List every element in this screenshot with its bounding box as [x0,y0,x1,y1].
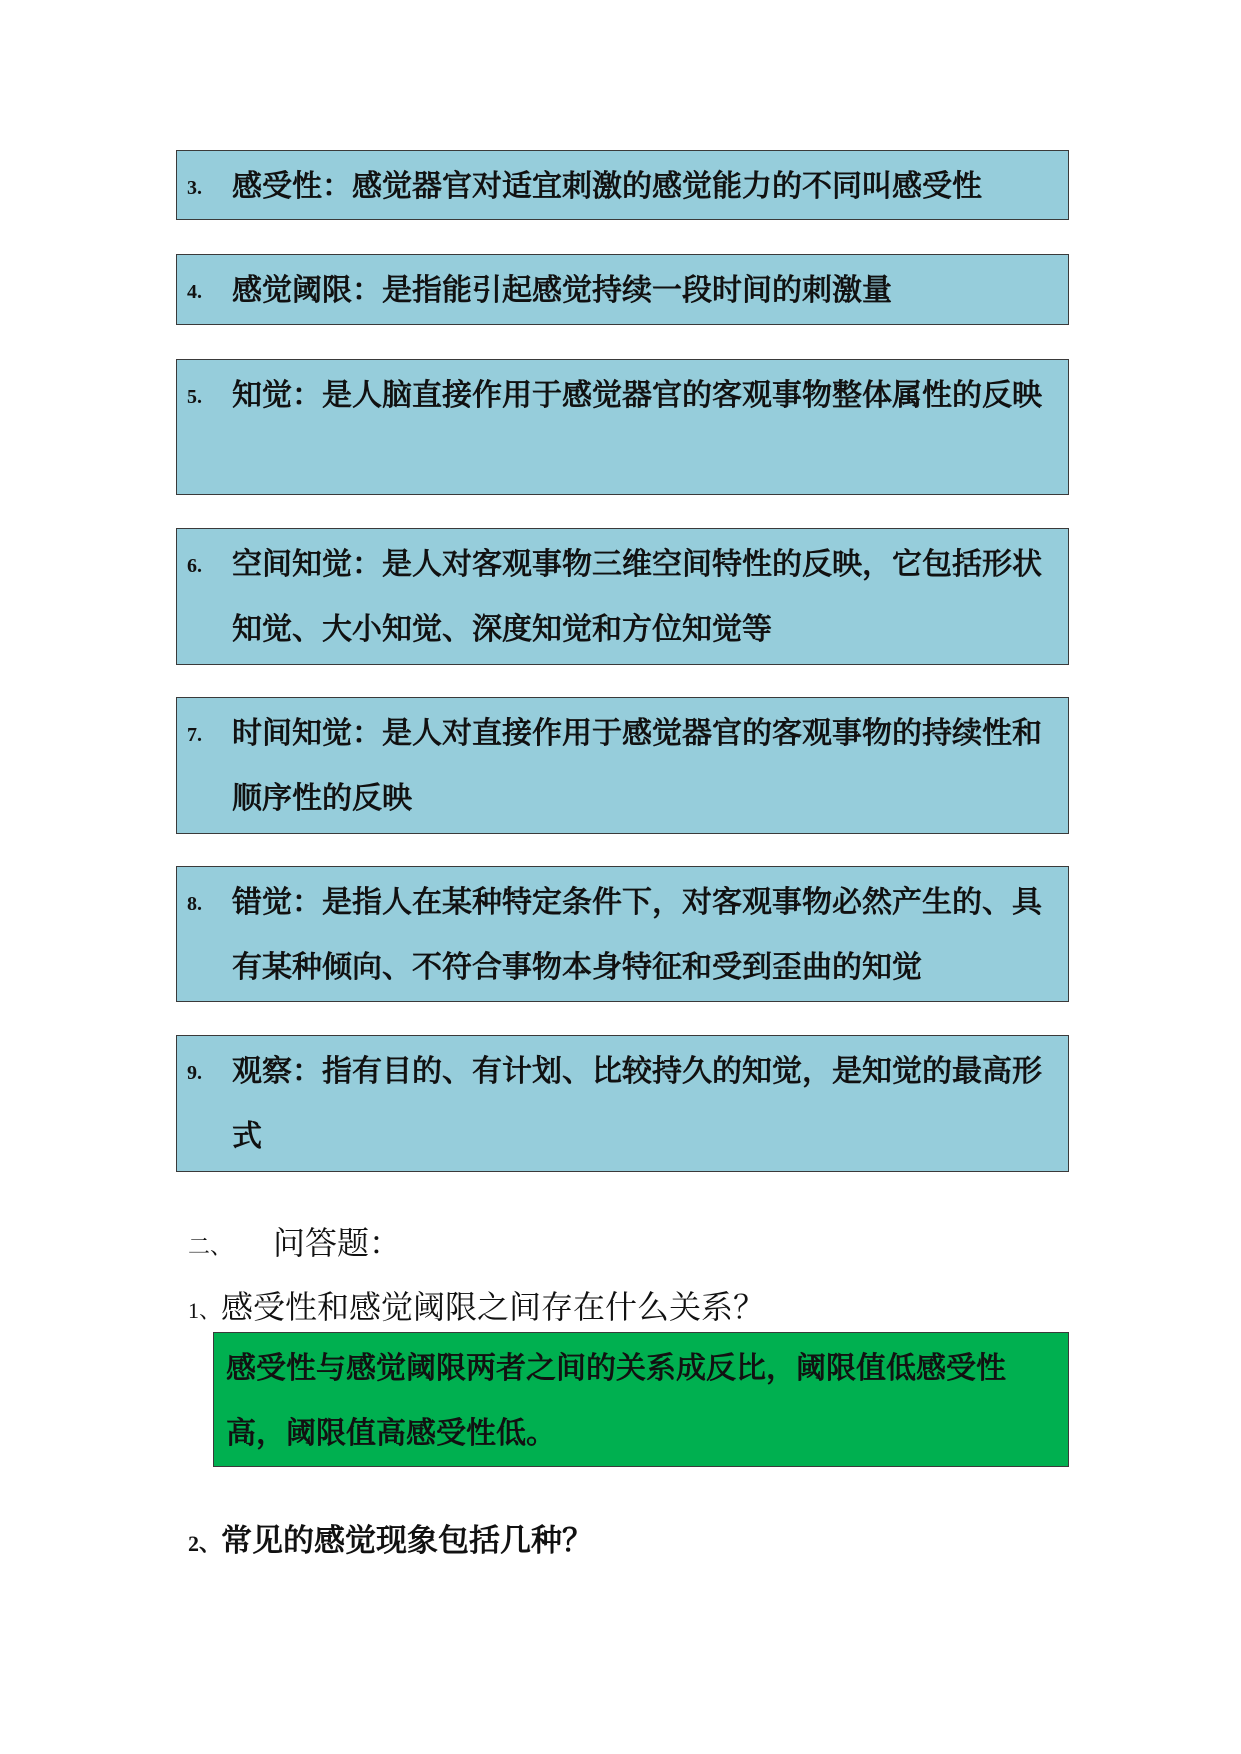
definition-box-6 [176,528,1069,665]
definition-number: 6. [187,555,202,577]
question-text: 感受性和感觉阈限之间存在什么关系？ [221,1288,766,1326]
definition-box-4 [176,254,1069,325]
section-title: 问答题： [273,1224,402,1262]
answer-text: 感受性与感觉阈限两者之间的关系成反比，阈限值低感受性高，阈限值高感受性低。 [226,1351,1006,1451]
definition-text: 感觉阈限：是指能引起感觉持续一段时间的刺激量 [232,273,892,308]
definition-box-8 [176,866,1069,1002]
question-1 [188,1282,765,1328]
definition-number: 9. [187,1062,202,1084]
question-2 [188,1515,593,1560]
definition-number: 5. [187,386,202,408]
definition-text: 知觉：是人脑直接作用于感觉器官的客观事物整体属性的反映 [232,378,1042,413]
question-index: 1、 [188,1298,222,1323]
definition-box-7 [176,697,1069,834]
definition-text: 感受性：感觉器官对适宜刺激的感觉能力的不同叫感受性 [232,169,982,204]
definition-text: 错觉：是指人在某种特定条件下，对客观事物必然产生的、具有某种倾向、不符合事物本身特征和受到歪曲的知觉 [232,885,1042,985]
definition-box-5 [176,359,1069,495]
definition-number: 4. [187,281,202,303]
definition-box-9 [176,1035,1069,1172]
definition-text: 空间知觉：是人对客观事物三维空间特性的反映，它包括形状知觉、大小知觉、深度知觉和方位知觉等 [232,547,1042,647]
section-heading [188,1218,401,1264]
answer-box [213,1332,1069,1467]
definition-box-3 [176,150,1069,220]
definition-number: 7. [187,724,202,746]
question-index: 2、 [188,1531,222,1556]
section-index: 二、 [188,1234,233,1259]
definition-number: 3. [187,177,202,199]
definition-text: 时间知觉：是人对直接作用于感觉器官的客观事物的持续性和顺序性的反映 [232,716,1042,816]
definition-text: 观察：指有目的、有计划、比较持久的知觉，是知觉的最高形式 [232,1054,1042,1154]
question-text: 常见的感觉现象包括几种？ [221,1523,594,1559]
definition-number: 8. [187,893,202,915]
